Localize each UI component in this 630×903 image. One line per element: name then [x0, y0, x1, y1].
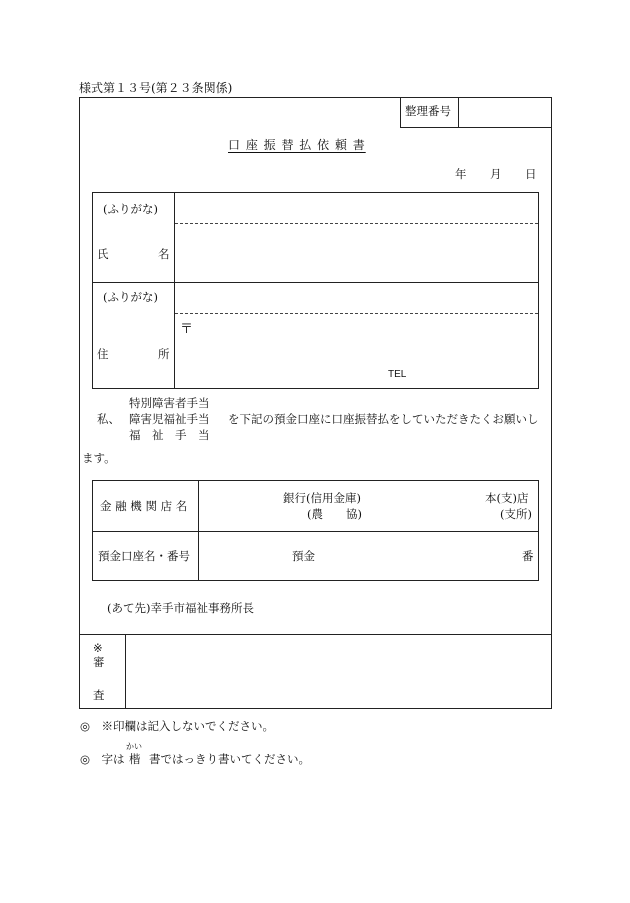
branch-office-type: (支所): [500, 507, 532, 521]
ban-label: 番: [522, 549, 534, 563]
branch-type: 本(支)店: [485, 491, 529, 505]
request-watashi: 私、: [97, 412, 120, 426]
postal-mark: 〒: [180, 322, 194, 337]
review-mark: ※: [93, 641, 103, 655]
bank-type: 銀行(信用金庫): [283, 491, 361, 505]
form-title: 口 座 振 替 払 依 頼 書: [228, 138, 366, 152]
address-furigana-line: [175, 313, 538, 314]
review-char-1: 審: [93, 655, 105, 669]
bank-table-row-separator: [92, 531, 539, 532]
date-year: 年: [455, 167, 467, 181]
request-text-1: を下記の預金口座に口座振替払をしていただきたくお願いし: [228, 412, 539, 426]
name-label-1: 氏: [97, 247, 109, 261]
seiri-box-mid: [458, 97, 459, 127]
address-furigana-input[interactable]: [176, 284, 536, 312]
bank-name-input[interactable]: [200, 482, 536, 529]
seiri-box-bottom: [400, 127, 552, 128]
name-furigana-label: (ふりがな): [103, 202, 158, 216]
allowance-3: 福 祉 手 当: [129, 428, 210, 442]
review-divider: [125, 634, 126, 709]
note-2-kaisho: 楷: [129, 752, 141, 766]
note-2-ruby: かい: [126, 742, 142, 751]
note-2-pre: ◎ 字は: [80, 752, 125, 766]
review-top-line: [79, 634, 552, 635]
request-text-2: ます。: [82, 451, 116, 465]
account-input[interactable]: [200, 533, 536, 579]
address-input[interactable]: [176, 315, 536, 387]
account-label: 預金口座名・番号: [98, 549, 190, 563]
review-char-2: 査: [93, 688, 105, 702]
name-label-2: 名: [158, 247, 170, 261]
addressee: (あて先)幸手市福祉事務所長: [107, 601, 254, 615]
seiri-bango-label: 整理番号: [405, 104, 451, 118]
name-furigana-line: [175, 223, 538, 224]
name-input[interactable]: [176, 225, 536, 280]
allowance-2: 障害児福祉手当: [129, 412, 210, 426]
name-address-separator: [92, 282, 539, 283]
tel-label: TEL: [388, 369, 407, 380]
note-2-post: 書ではっきり書いてください。: [149, 752, 310, 766]
yokin-label: 預金: [292, 549, 315, 563]
address-label-1: 住: [97, 347, 109, 361]
allowance-1: 特別障害者手当: [129, 396, 210, 410]
seiri-box-left: [400, 97, 401, 127]
note-1: ◎ ※印欄は記入しないでください。: [80, 719, 275, 733]
date-month: 月: [490, 167, 502, 181]
address-label-2: 所: [158, 347, 170, 361]
name-furigana-input[interactable]: [176, 194, 536, 222]
applicant-table-divider: [174, 192, 175, 389]
form-number: 様式第１３号(第２３条関係): [79, 81, 233, 95]
bank-label: 金 融 機 関 店 名: [100, 499, 188, 513]
date-day: 日: [525, 167, 537, 181]
nokyo-type: (農 協): [307, 507, 362, 521]
address-furigana-label: (ふりがな): [103, 290, 158, 304]
